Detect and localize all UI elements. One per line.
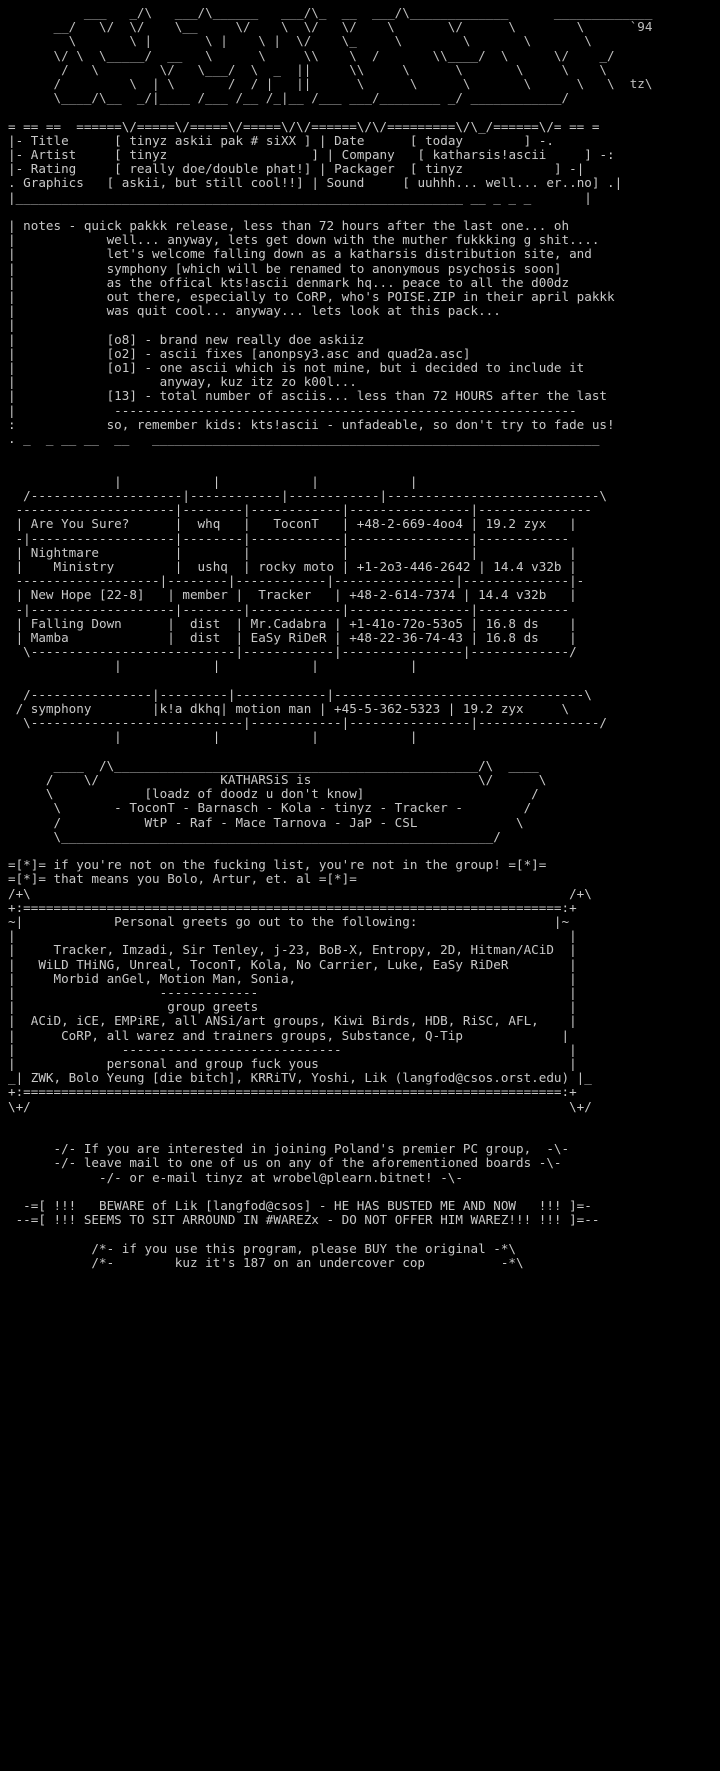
join-line: -/- or e-mail tinyz at wrobel@plearn.bitnet! -\- bbox=[68, 1169, 463, 1185]
notes-line: . _ _ __ __ __ ___________________________________________________________ bbox=[8, 431, 600, 447]
info-artist-label: |- Artist bbox=[8, 147, 77, 163]
greets-line: _| ZWK, Bolo Yeung [die bitch], KRRiTV, Yoshi, Lik (langfod@csos.orst.edu) |_ bbox=[8, 1070, 592, 1086]
credits-line: \_________________________________________________________/ bbox=[8, 828, 501, 844]
board-row: -|-------------------|--------|------------|----------------|------------ bbox=[8, 530, 570, 546]
notes-line: | ------------------------------------------------------------- bbox=[8, 402, 577, 418]
warning-line-2: =[*]= that means you Bolo, Artur, et. al =[*]= bbox=[8, 871, 357, 887]
greets-line: | ACiD, iCE, EMPiRE, all ANSi/art groups, Kiwi Birds, HDB, RiSC, AFL, | bbox=[8, 1013, 577, 1029]
board-row: | Nightmare | | | | | bbox=[8, 544, 577, 560]
notes-line: | [o2] - ascii fixes [anonpsy3.asc and quad2a.asc] bbox=[8, 345, 471, 361]
notes-line: | out there, especially to CoRP, who's POISE.ZIP in their april pakkk bbox=[8, 289, 615, 305]
notes-line: | well... anyway, lets get down with the muther fukkking g shit.... bbox=[8, 232, 600, 248]
info-graphics-value: [ askii, but still cool!!] bbox=[106, 175, 304, 191]
info-rule: |___________________________________________________________ __ _ _ _ | bbox=[8, 189, 592, 205]
board-row: | Mamba | dist | EaSy RiDeR | +48-22-36-74-43 | 16.8 ds | bbox=[8, 629, 577, 645]
board-row: -|-------------------|--------|------------|----------------|------------ bbox=[8, 601, 570, 617]
ascii-logo-art: ___ _/\ ___/\______ ___/\_ __ ___/\_____________ _____________ bbox=[8, 5, 653, 20]
info-graphics-label: . Graphics bbox=[8, 175, 84, 191]
greets-frame-bottom: +:=======================================================================:+ bbox=[8, 1084, 577, 1100]
boards-divider: ---------------------|--------|------------|----------------|--------------- bbox=[8, 502, 592, 518]
symphony-row: / symphony |k!a dkhq| motion man | +45-5-362-5323 | 19.2 zyx \ bbox=[8, 700, 570, 716]
board-row: \---------------------------|------------|----------------|-------------/ bbox=[8, 644, 577, 660]
greets-line: | Tracker, Imzadi, Sir Tenley, j-23, BoB-X, Entropy, 2D, Hitman/ACiD | bbox=[8, 942, 577, 958]
notes-line: | anyway, kuz itz zo k00l... bbox=[8, 374, 357, 390]
info-row-artist: |- Artist [ tinyz ] | Company [ katharsis!ascii ] -: bbox=[8, 147, 615, 163]
notes-line: | [13] - total number of asciis... less than 72 HOURS after the last bbox=[8, 388, 607, 404]
greets-frame-top: /+\ /+\ bbox=[8, 885, 592, 901]
credits-line: \ [loadz of doodz u don't know] / bbox=[8, 786, 539, 802]
boards-top-border: /--------------------|------------|------------|----------------------------\ bbox=[8, 487, 607, 503]
greets-line: | personal and group fuck yous | bbox=[8, 1056, 577, 1072]
greets-line: | ----------------------------- | bbox=[8, 1041, 577, 1057]
boards-top-pipes: | | | | bbox=[8, 473, 418, 489]
board-row: | Ministry | ushq | rocky moto | +1-2o3-446-2642 | 14.4 v32b | bbox=[8, 558, 577, 574]
boards-bottom-pipes: | | | | bbox=[8, 729, 418, 745]
info-title-label: |- Title bbox=[8, 132, 69, 148]
greets-line: | CoRP, all warez and trainers groups, Substance, Q-Tip | bbox=[8, 1027, 570, 1043]
notes-line: | [o8] - brand new really doe askiiz bbox=[8, 331, 365, 347]
beware-line: --=[ !!! SEEMS TO SIT ARROUND IN #WAREZx - DO NOT OFFER HIM WAREZ!!! !!! ]=-- bbox=[15, 1212, 600, 1228]
info-sound-value: [ uuhhh... well... er..no] bbox=[402, 175, 600, 191]
join-line: -/- leave mail to one of us on any of the aforementioned boards -\- bbox=[53, 1155, 562, 1171]
infobar-separator: = == == ======\/=====\/=====\/=====\/\/======\/\/=========\/\_/======\/= == = bbox=[8, 118, 600, 134]
info-company-value: [ katharsis!ascii bbox=[417, 147, 547, 163]
notes-line: | was quit cool... anyway... lets look at this pack... bbox=[8, 303, 501, 319]
notes-line: | let's welcome falling down as a katharsis distribution site, and bbox=[8, 246, 592, 262]
symphony-border-top: /----------------|---------|------------|---------------------------------\ bbox=[8, 686, 592, 702]
notes-heading: | notes - quick pakkk release, less than 72 hours after the last one... oh bbox=[8, 218, 570, 234]
board-row: | Are You Sure? | whq | ToconT | +48-2-669-4oo4 | 19.2 zyx | bbox=[8, 516, 577, 532]
greets-heading: ~| Personal greets go out to the following: |~ bbox=[8, 914, 570, 929]
info-sound-label: | Sound bbox=[311, 175, 365, 191]
info-title-value: [ tinyz askii pak # siXX ] bbox=[114, 132, 312, 148]
board-row: | New Hope [22-8] | member | Tracker | +48-2-614-7374 | 14.4 v32b | bbox=[8, 587, 577, 603]
board-row: | Falling Down | dist | Mr.Cadabra | +1-41o-72o-53o5 | 16.8 ds | bbox=[8, 615, 577, 631]
info-packager-label: | Packager bbox=[318, 161, 395, 177]
greets-line: | Morbid anGel, Motion Man, Sonia, | bbox=[8, 970, 577, 986]
ascii-nfo-document: ___ _/\ ___/\______ ___/\_ __ ___/\_____________ _____________ __/ \/ \/ \__ \/ \ \/ \/ \ \/ \ \ `94 \ \ | \ | \ | \/ \_ \ \ \ \ \/ \ \_____/ __ \ \ \\ \ / \\____/ \ \/ _/ / \ \/ \___/ \ _ || \\ \ \ \ \ \ / \ | \ / / | || \ \ \ \ \ \ tz\ \____/\__ _/|____ /___ /__ /_|__ /___ ___/________ _/ ____________/ = == == ======\/=====\/=====\/=====\/\/======\/\/=========\/\_/======\/= == = |- Title [ tinyz askii pak # siXX ] | Date [ today ] -. |- Artist [ tinyz ] | Company [ katharsis!ascii ] -: |- Rating [ really doe/double phat!] | Packager [ tinyz ] -| . Graphics [ askii, but still cool!!] | Sound [ uuhhh... well... er..no] .| |___________________________________________________________ __ _ _ _ | | notes - quick pakkk release, less than 72 hours after the last one... oh | well... anyway, lets get down with the muther fukkking g shit.... | let's welcome falling down as a katharsis distribution site, and | symphony [which will be renamed to anonymous psychosis soon] | as the offical kts!ascii denmark hq... peace to all the d00dz | out there, especially to CoRP, who's POISE.ZIP in their april pakkk | was quit cool... anyway... lets look at this pack... | | [o8] - brand new really doe askiiz | [o2] - ascii fixes [anonpsy3.asc and quad2a.asc] | [o1] - one ascii which is not mine, but i decided to include it | anyway, kuz itz zo k00l... | [13] - total number of asciis... less than 72 HOURS after the last | ------------------------------------------------------------- : so, remember kids: kts!ascii - unfadeable, so don't try to fade us! . _ _ __ __ __ ___________________________________________________________ | | | | /--------------------|------------|------------|----------------------------\ ---------------------|--------|------------|----------------|--------------- | Are You Sure? | whq | ToconT | +48-2-669-4oo4 | 19.2 zyx | -|-------------------|--------|------------|----------------|------------ | Nightmare | | | | | | Ministry | ushq | rocky moto | +1-2o3-446-2642 | 14.4 v32b | -------------------|--------|------------|----------------|--------------|- | New Hope [22-8] | member | Tracker | +48-2-614-7374 | 14.4 v32b | -|-------------------|--------|------------|----------------|------------ | Falling Down | dist | Mr.Cadabra | +1-41o-72o-53o5 | 16.8 ds | | Mamba | dist | EaSy RiDeR | +48-22-36-74-43 | 16.8 ds | \---------------------------|------------|----------------|-------------/ | | | | /----------------|---------|------------|---------------------------------\ / symphony |k!a dkhq| motion man | +45-5-362-5323 | 19.2 zyx \ \----------------------------|------------|----------------|----------------/ | | | | ____ /\________________________________________________/\ ____ / \/ KATHARSiS is \/ \ \ [loadz of doodz u don't know] / \ - ToconT - Barnasch - Kola - tinyz - Tracker - / / WtP - Raf - Mace Tarnova - JaP - CSL \ \_________________________________________________________/ =[*]= if you're not on the fucking list, you're not in the group! =[*]= =[*]= that means you Bolo, Artur, et. al =[*]= /+\ /+\ +:=======================================================================:+ ~| Personal greets go out to the following: |~ | | | Tracker, Imzadi, Sir Tenley, j-23, BoB-X, Entropy, 2D, Hitman/ACiD | | WiLD THiNG, Unreal, ToconT, Kola, No Carrier, Luke, EaSy RiDeR | | Morbid anGel, Motion Man, Sonia, | | ------------- | | group greets | | ACiD, iCE, EMPiRE, all ANSi/art groups, Kiwi Birds, HDB, RiSC, AFL, | | CoRP, all warez and trainers groups, Substance, Q-Tip | | ----------------------------- | | personal and group fuck yous | _| ZWK, Bolo Yeung [die bitch], KRRiTV, Yoshi, Lik (langfod@csos.orst.edu) |_ +:=======================================================================:+ \+/ \+/ -/- If you are interested in joining Poland's premier PC group, -\- -/- leave mail to one of us on any of the aforementioned boards -\- -/- or e-mail tinyz at wrobel@plearn.bitnet! -\- -=[ !!! BEWARE of Lik [langfod@csos] - HE HAS BUSTED ME AND NOW !!! ]=- --=[ !!! SEEMS TO SIT ARROUND IN #WAREZx - DO NOT OFFER HIM WAREZ!!! !!! ]=-- /*- if you use this program, please BUY the original -*\ /*- kuz it's 187 on an undercover cop -*\ bbox=[0, 0, 720, 1270]
credits-line: / \/ KATHARSiS is \/ \ bbox=[8, 771, 547, 787]
greets-line: | group greets | bbox=[8, 999, 577, 1015]
beware-line: -=[ !!! BEWARE of Lik [langfod@csos] - HE HAS BUSTED ME AND NOW !!! ]=- bbox=[23, 1198, 592, 1214]
board-row: -------------------|--------|------------|----------------|--------------|- bbox=[8, 573, 585, 589]
info-row-rating: |- Rating [ really doe/double phat!] | Packager [ tinyz ] -| bbox=[8, 161, 585, 177]
notes-line: | as the offical kts!ascii denmark hq... peace to all the d00dz bbox=[8, 274, 570, 290]
info-row-title: |- Title [ tinyz askii pak # siXX ] | Date [ today ] -. bbox=[8, 132, 554, 148]
info-date-value: [ today bbox=[409, 132, 463, 148]
greets-frame-top2: +:=======================================================================:+ bbox=[8, 899, 577, 915]
join-line: -/- If you are interested in joining Poland's premier PC group, -\- bbox=[53, 1141, 570, 1157]
greets-frame-bottom2: \+/ \+/ bbox=[8, 1098, 592, 1114]
notes-line: : so, remember kids: kts!ascii - unfadeable, so don't try to fade us! bbox=[8, 416, 615, 432]
notes-line: | symphony [which will be renamed to anonymous psychosis soon] bbox=[8, 260, 562, 276]
greets-line: | | bbox=[8, 928, 577, 944]
credits-line: / WtP - Raf - Mace Tarnova - JaP - CSL \ bbox=[8, 814, 524, 830]
info-packager-value: [ tinyz bbox=[409, 161, 463, 177]
symphony-border-bottom: \----------------------------|------------|----------------|----------------/ bbox=[8, 715, 607, 731]
info-date-label: | Date bbox=[318, 132, 365, 148]
credits-line: ____ /\________________________________________________/\ ____ bbox=[8, 757, 539, 773]
info-artist-value: [ tinyz bbox=[114, 147, 168, 163]
credits-line: \ - ToconT - Barnasch - Kola - tinyz - Tracker - / bbox=[8, 800, 532, 816]
info-rating-label: |- Rating bbox=[8, 161, 77, 177]
greets-line: | WiLD THiNG, Unreal, ToconT, Kola, No Carrier, Luke, EaSy RiDeR | bbox=[8, 956, 577, 972]
notes-line: | [o1] - one ascii which is not mine, but i decided to include it bbox=[8, 360, 585, 376]
info-company-label: ] | Company bbox=[311, 147, 395, 163]
info-rating-value: [ really doe/double phat!] bbox=[114, 161, 312, 177]
buy-original-line: /*- kuz it's 187 on an undercover cop -*\ bbox=[91, 1254, 524, 1270]
greets-line: | ------------- | bbox=[8, 985, 577, 1001]
boards-mid-pipes: | | | | bbox=[8, 658, 418, 674]
notes-line: | bbox=[8, 317, 16, 333]
info-row-graphics: . Graphics [ askii, but still cool!!] | Sound [ uuhhh... well... er..no] .| bbox=[8, 175, 623, 191]
warning-line-1: =[*]= if you're not on the fucking list, you're not in the group! =[*]= bbox=[8, 857, 547, 873]
buy-original-line: /*- if you use this program, please BUY the original -*\ bbox=[91, 1240, 517, 1256]
